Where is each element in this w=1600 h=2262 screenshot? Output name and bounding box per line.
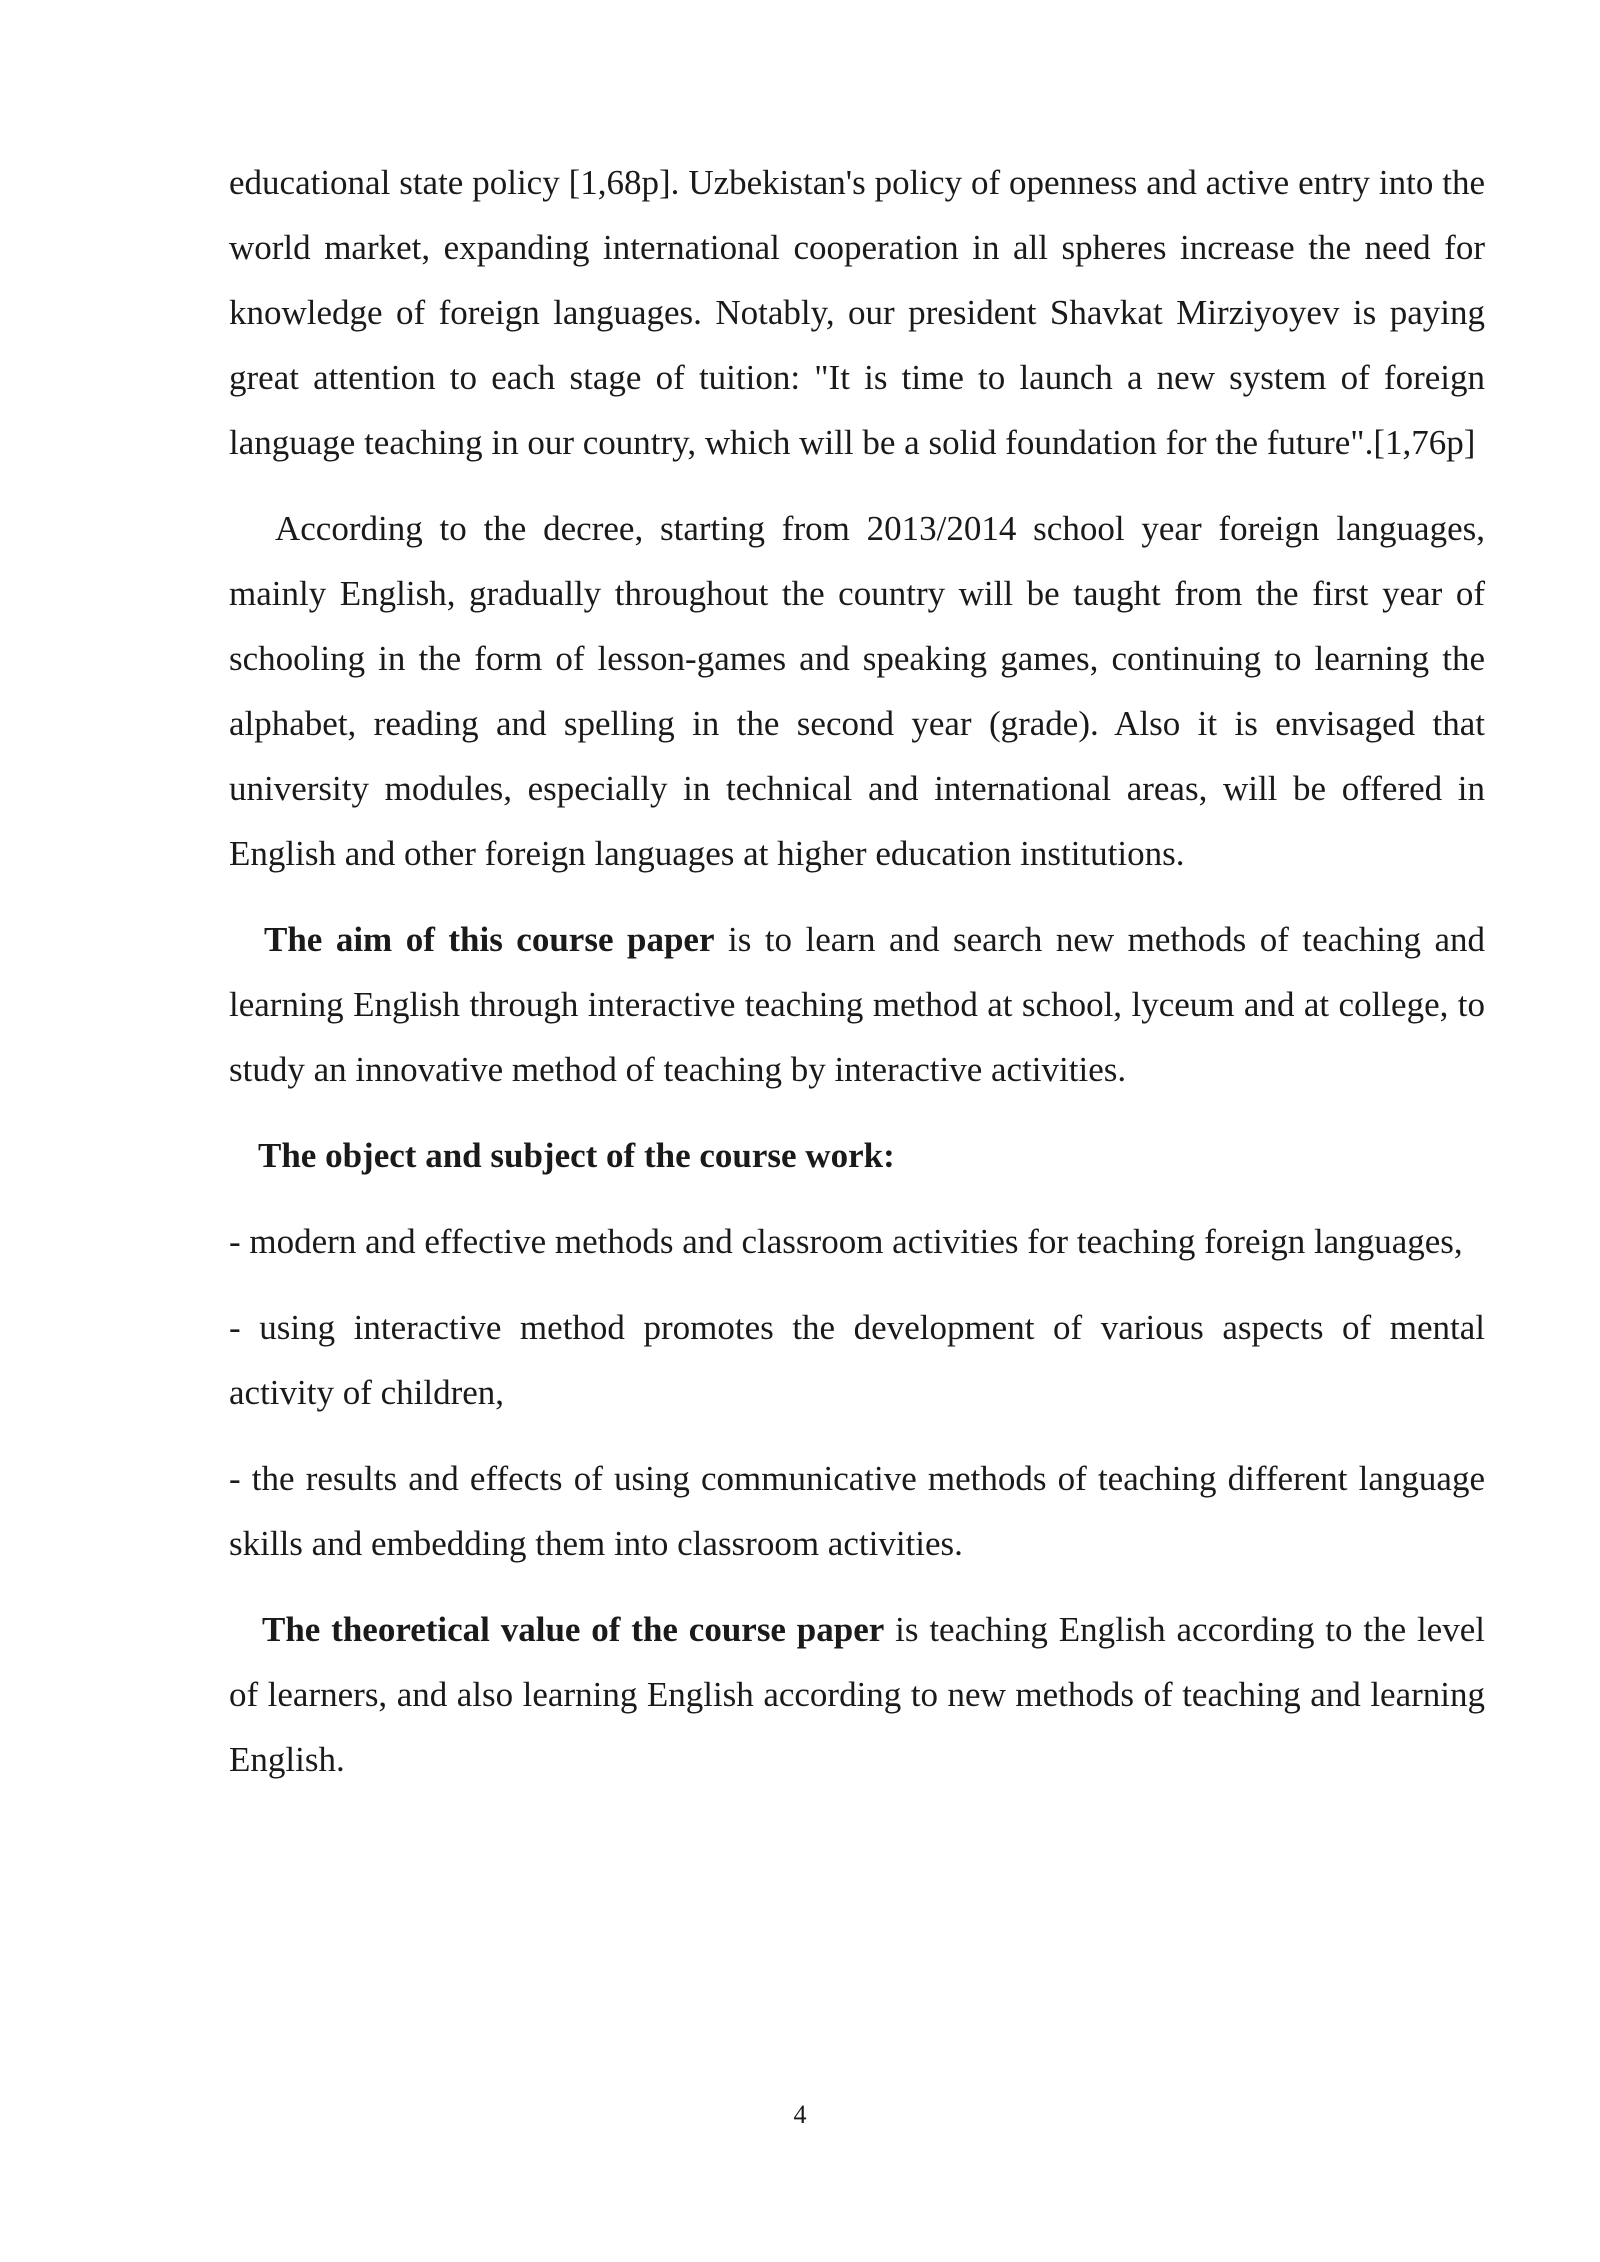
theoretical-text: is teaching English according to the level of learners, and also learning English according to new methods of teaching and learning English. — [229, 1610, 1485, 1779]
paragraph-aim — [229, 907, 1485, 1102]
paragraph-theoretical-value — [229, 1597, 1485, 1792]
aim-text: is to learn and search new methods of teaching and learning English through interactive teaching method at school, lyceum and at college, to study an innovative method of teaching by interactive activities. — [229, 920, 1485, 1089]
page-number: 4 — [793, 2100, 807, 2129]
theoretical-heading: The theoretical value of the course paper — [262, 1610, 885, 1649]
document-body — [229, 150, 1485, 1792]
bullet-item-results: - the results and effects of using communicative methods of teaching different language skills and embedding them into classroom activities. — [229, 1459, 1485, 1563]
bullet-item-methods: - modern and effective methods and classroom activities for teaching foreign languages, — [229, 1222, 1463, 1261]
object-subject-heading — [229, 1123, 1485, 1188]
paragraph-policy: educational state policy [1,68p]. Uzbekistan's policy of openness and active entry into the world market, expanding international cooperation in all spheres increase the need for knowledge of foreign languages. Notably, our president Shavkat Mirziyoyev is paying great attention to each stage of tuition: "It is time to launch a new system of foreign language teaching in our country, which will be a solid foundation for the future".[1,76p] — [229, 163, 1485, 462]
paragraph-decree: According to the decree, starting from 2013/2014 school year foreign languages, mainly English, gradually throughout the country will be taught from the first year of schooling in the form of lesson-games and speaking games, continuing to learning the alphabet, reading and spelling in the second year (grade). Also it is envisaged that university modules, especially in technical and international areas, will be offered in English and other foreign languages at higher education institutions. — [229, 509, 1485, 873]
object-heading-text: The object and subject of the course work: — [258, 1136, 895, 1175]
aim-heading: The aim of this course paper — [264, 920, 715, 959]
bullet-item-interactive: - using interactive method promotes the development of various aspects of mental activity of children, — [229, 1308, 1485, 1412]
